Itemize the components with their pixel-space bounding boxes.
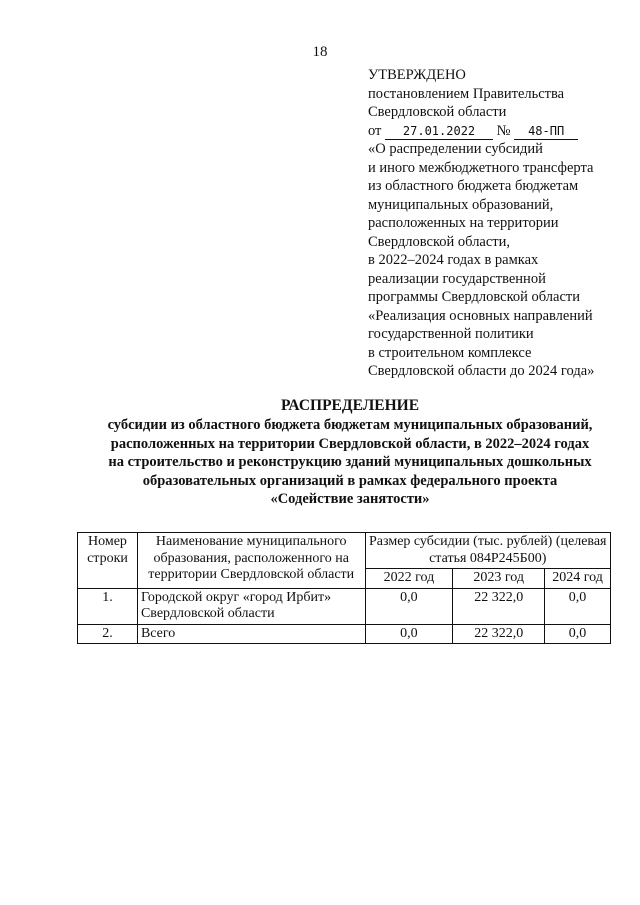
- approval-line: Свердловской области: [368, 104, 507, 120]
- decree-date-number: [368, 122, 630, 141]
- approval-line: Свердловской области,: [368, 233, 511, 250]
- row-value: 0,0: [545, 624, 611, 644]
- approval-line: в строительном комплексе: [368, 344, 532, 361]
- row-number: 2.: [78, 624, 138, 644]
- title-heading: РАСПРЕДЕЛЕНИЕ: [280, 397, 420, 414]
- table-row: [78, 624, 611, 644]
- approval-line: постановлением Правительства: [368, 85, 565, 102]
- approval-line: государственной политики: [368, 326, 534, 342]
- approval-line: расположенных на территории: [368, 215, 559, 231]
- approval-line: программы Свердловской области: [368, 289, 581, 305]
- approval-line: и иного межбюджетного трансферта: [368, 159, 594, 176]
- title-line: образовательных организаций в рамках федерального проекта: [142, 472, 558, 489]
- decree-number: 48-ПП: [514, 124, 578, 140]
- approval-line: муниципальных образований,: [368, 196, 554, 213]
- row-value: 0,0: [365, 588, 453, 624]
- subsidy-table: [77, 532, 611, 644]
- row-value: 0,0: [365, 624, 453, 644]
- approval-line: реализации государственной: [368, 270, 546, 287]
- col-header-year: 2023 год: [453, 569, 545, 589]
- page-number: 18: [312, 44, 328, 60]
- row-value: 22 322,0: [453, 624, 545, 644]
- title-line: расположенных на территории Свердловской области, в 2022–2024 годах: [110, 435, 590, 452]
- approval-line: Свердловской области до 2024 года»: [368, 363, 595, 379]
- approval-line: «О распределении субсидий: [368, 141, 543, 157]
- title-line: на строительство и реконструкцию зданий муниципальных дошкольных: [108, 454, 592, 470]
- approval-line: в 2022–2024 годах в рамках: [368, 252, 539, 268]
- col-header-number: Номер строки: [78, 533, 138, 589]
- approval-line: из областного бюджета бюджетам: [368, 178, 579, 194]
- col-header-amount: Размер субсидии (тыс. рублей) (целевая статья 084P245Б00): [365, 533, 611, 569]
- col-header-year: 2022 год: [365, 569, 453, 589]
- row-value: 0,0: [545, 588, 611, 624]
- title-line: субсидии из областного бюджета бюджетам муниципальных образований,: [107, 417, 593, 433]
- date-prefix: от: [368, 122, 382, 139]
- title-line: «Содействие занятости»: [270, 491, 430, 507]
- col-header-year: 2024 год: [545, 569, 611, 589]
- row-name: Всего: [137, 624, 365, 644]
- approval-stamp: [368, 66, 630, 381]
- row-number: 1.: [78, 588, 138, 624]
- col-header-name: Наименование муниципального образования, расположенного на территории Свердловской области: [137, 533, 365, 589]
- table-header-row: [78, 533, 611, 569]
- table-row: [78, 588, 611, 624]
- decree-date: 27.01.2022: [385, 124, 493, 140]
- row-value: 22 322,0: [453, 588, 545, 624]
- approval-line: «Реализация основных направлений: [368, 307, 593, 324]
- number-prefix: №: [496, 122, 511, 139]
- document-title: [60, 395, 640, 509]
- approval-heading: УТВЕРЖДЕНО: [368, 67, 466, 83]
- row-name: Городской округ «город Ирбит» Свердловской области: [137, 588, 365, 624]
